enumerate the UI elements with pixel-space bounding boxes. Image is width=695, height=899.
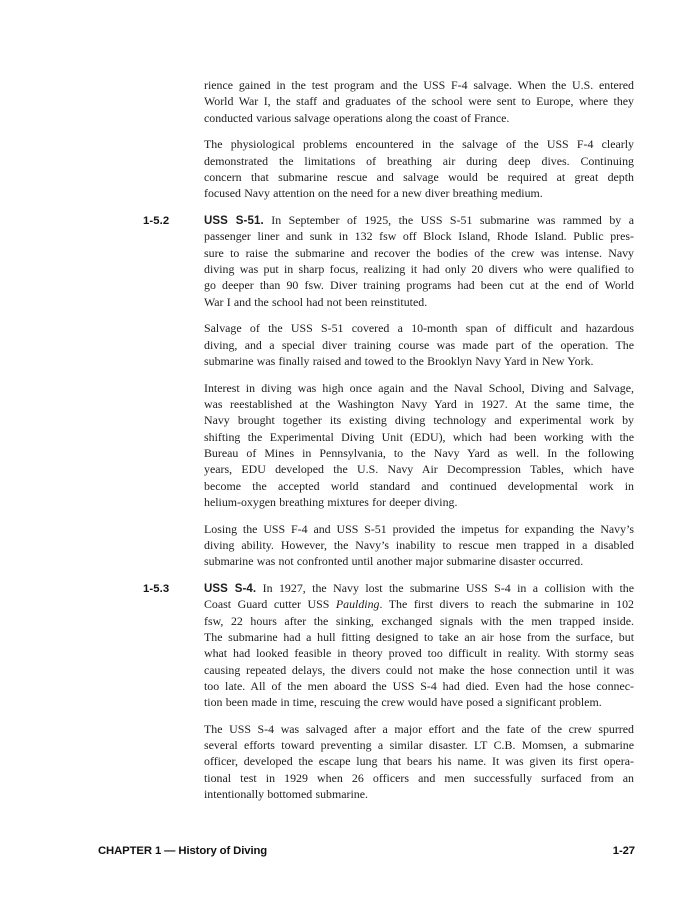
text-line: tion been made in time, rescuing the crew would have posed a significant problem. <box>204 695 602 710</box>
section-number-label: 1-5.3 <box>143 582 170 595</box>
page-footer <box>98 845 635 857</box>
text-line: years, EDU developed the U.S. Navy Air Decompression Tables, which have <box>204 462 634 477</box>
text-line: go deeper than 90 fsw. Diver training programs had been cut at the end of World <box>204 278 634 293</box>
text-line: fsw, 22 hours after the sinking, exchanged signals with the men trapped inside. <box>204 613 634 628</box>
text-line: causing repeated delays, the divers could not make the hose connection until it was <box>204 662 634 677</box>
document-body <box>143 77 634 813</box>
text-line: focused Navy attention on the need for a new diver breathing medium. <box>204 186 543 201</box>
text-line: several efforts toward preventing a similar disaster. LT C.B. Momsen, a submarine <box>204 738 634 753</box>
section-number-label: 1-5.2 <box>143 214 170 227</box>
text-line: Interest in diving was high once again and the Naval School, Diving and Salvage, <box>204 380 634 395</box>
text-line: demonstrated the limitations of breathing air during deep dives. Continuing <box>204 153 634 168</box>
text-line: diving, and a special diver training course was made part of the operation. The <box>204 337 634 352</box>
numbered-section-paragraph <box>143 580 634 710</box>
body-paragraph <box>204 320 634 369</box>
text-line: submarine was not confronted until another major submarine disaster occurred. <box>204 554 584 569</box>
text-line: officer, developed the escape lung that bears his name. It was given its first opera- <box>204 754 634 769</box>
text-line: Losing the USS F-4 and USS S-51 provided the impetus for expanding the Navy’s <box>204 521 634 536</box>
body-paragraph <box>204 521 634 570</box>
text-line: was reestablished at the Washington Navy Yard in 1927. At the same time, the <box>204 397 634 412</box>
text-line: intentionally bottomed submarine. <box>204 787 368 802</box>
text-line: passenger liner and sunk in 132 fsw off Block Island, Rhode Island. Public pres- <box>204 229 634 244</box>
text-line: Coast Guard cutter USS Paulding. The first divers to reach the submarine in 102 <box>204 597 634 612</box>
text-line: diving ability. However, the Navy’s inability to rescue men trapped in a disabled <box>204 537 634 552</box>
text-line: sure to raise the submarine and recover the bodies of the crew was intense. Navy <box>204 245 634 260</box>
footer-chapter-title: CHAPTER 1 — History of Diving <box>98 845 268 857</box>
text-line: too late. All of the men aboard the USS S-4 had died. Even had the hose connec- <box>204 678 634 693</box>
body-paragraph <box>204 721 634 802</box>
body-paragraph <box>204 136 634 201</box>
text-line: rience gained in the test program and the USS F-4 salvage. When the U.S. entered <box>204 78 634 92</box>
text-line: The USS S-4 was salvaged after a major effort and the fate of the crew spurred <box>204 721 634 736</box>
text-line: concern that submarine rescue and salvage would be required at great depth <box>204 169 634 184</box>
text-line: The physiological problems encountered in the salvage of the USS F-4 clearly <box>204 137 634 152</box>
text-line: become the accepted world standard and continued developmental work in <box>204 478 634 493</box>
text-line: shifting the Experimental Diving Unit (EDU), which had been working with the <box>204 429 634 444</box>
ship-name-italic: Paulding <box>335 597 380 612</box>
text-line: Bureau of Mines in Pennsylvania, to the Navy Yard as well. In the following <box>204 445 634 460</box>
text-line: Salvage of the USS S-51 covered a 10-month span of difficult and hazardous <box>204 321 634 336</box>
text-line: War I and the school had not been reinstituted. <box>204 294 428 309</box>
text-line: Navy brought together its existing diving technology and experimental work by <box>204 413 634 428</box>
text-line: USS S-51. In September of 1925, the USS S-51 submarine was rammed by a <box>204 213 634 228</box>
run-in-heading: USS S-4. <box>204 583 257 596</box>
text-line: what had looked feasible in theory proved too difficult in reality. With stormy seas <box>204 646 634 661</box>
text-line: tional test in 1929 when 26 officers and men successfully surfaced from an <box>204 770 634 785</box>
body-paragraph <box>204 77 634 126</box>
text-line: diving was put in sharp focus, realizing it had only 20 divers who were qualified to <box>204 261 634 276</box>
numbered-section-paragraph <box>143 212 634 310</box>
run-in-heading: USS S-51. <box>204 215 264 228</box>
footer-page-number: 1-27 <box>612 845 635 857</box>
text-line: USS S-4. In 1927, the Navy lost the submarine USS S-4 in a collision with the <box>204 581 634 596</box>
text-line: conducted various salvage operations along the coast of France. <box>204 110 510 125</box>
text-line: The submarine had a hull fitting designed to take an air hose from the surface, but <box>204 629 634 644</box>
text-line: World War I, the staff and graduates of the school were sent to Europe, where they <box>204 94 634 109</box>
body-paragraph <box>204 380 634 510</box>
text-line: submarine was finally raised and towed to the Brooklyn Navy Yard in New York. <box>204 353 594 368</box>
text-line: helium-oxygen breathing mixtures for deeper diving. <box>204 494 458 509</box>
